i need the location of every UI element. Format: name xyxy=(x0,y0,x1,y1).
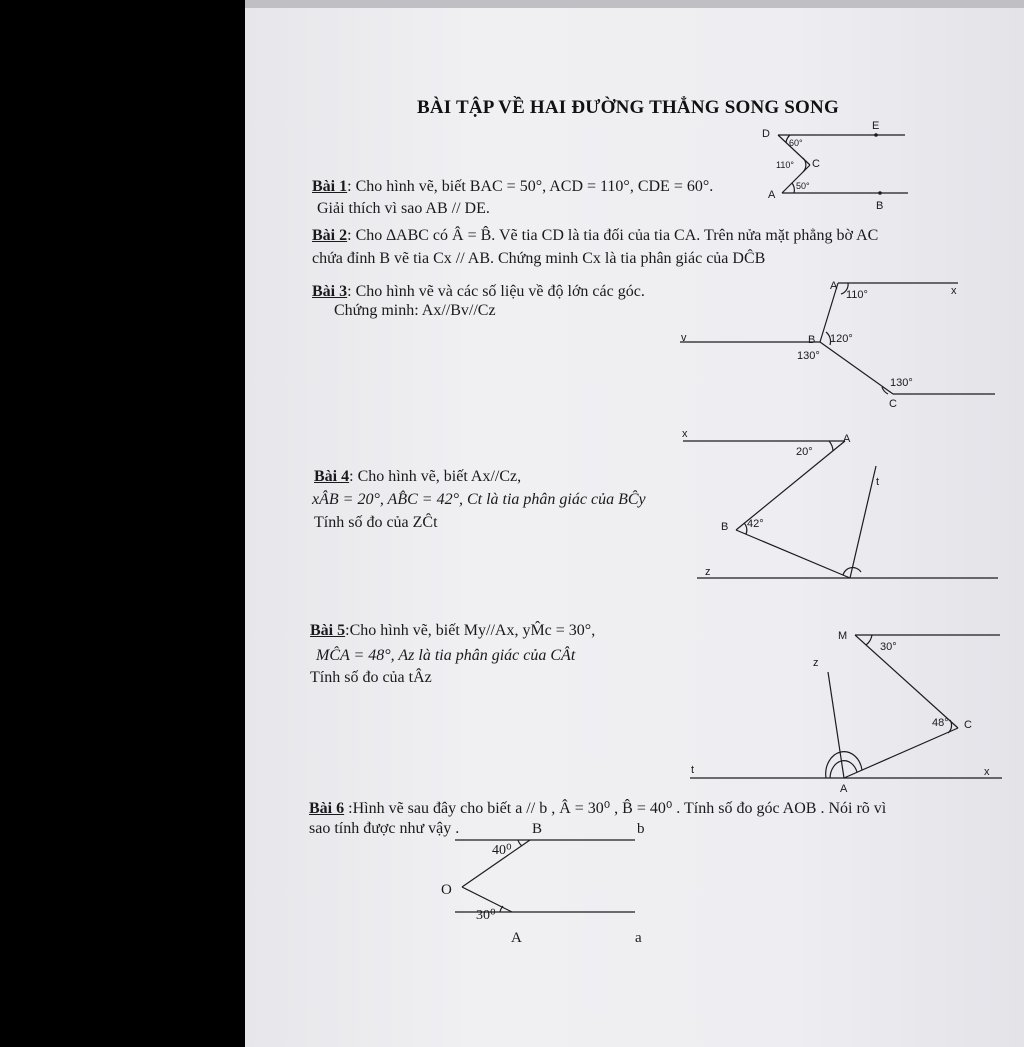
problem-3-line-1: Bài 3: Cho hình vẽ và các số liệu về độ lớn các góc. xyxy=(312,283,645,300)
problem-1-line-1: Bài 1: Cho hình vẽ, biết BAC = 50°, ACD = 110°, CDE = 60°. xyxy=(312,178,714,195)
fig5-label-t: t xyxy=(691,764,695,776)
fig4-segment-ab xyxy=(736,441,845,530)
fig5-label-m: M xyxy=(838,630,848,642)
problem-4-line-3: Tính số đo của ZĈt xyxy=(314,514,438,531)
fig4-angle-a-arc xyxy=(829,441,833,451)
fig4-label-b: B xyxy=(721,521,729,533)
problem-6-line-1: Bài 6 :Hình vẽ sau đây cho biết a // b , Â = 30⁰ , B̂ = 40⁰ . Tính số đo góc AOB . Nói rõ vì xyxy=(309,800,887,817)
fig5-label-x: x xyxy=(984,766,990,778)
fig6-label-a-point: A xyxy=(511,930,522,946)
fig1-label-a: A xyxy=(768,189,776,201)
page-title: BÀI TẬP VỀ HAI ĐƯỜNG THẲNG SONG SONG xyxy=(417,97,839,118)
fig5-ray-az xyxy=(828,672,844,778)
fig1-angle-60: 60° xyxy=(789,138,803,148)
fig4-angle-20: 20° xyxy=(796,446,813,458)
fig5-angle-m-arc xyxy=(866,635,872,645)
fig4-label-x: x xyxy=(682,428,688,440)
fig3-label-b: B xyxy=(808,334,816,346)
fig1-angle-a-arc xyxy=(792,183,794,193)
problem-4-line-2: xÂB = 20°, AB̂C = 42°, Ct là tia phân giác của BĈy xyxy=(312,491,646,508)
fig5-angle-30: 30° xyxy=(880,641,897,653)
fig3-angle-130-c: 130° xyxy=(890,377,913,389)
fig1-point-e-dot xyxy=(874,133,878,137)
fig1-label-e: E xyxy=(872,120,880,132)
problem-5-line-1: Bài 5:Cho hình vẽ, biết My//Ax, yM̂c = 30°, xyxy=(310,622,596,639)
fig3-label-c: C xyxy=(889,398,897,410)
problem-3-line-2: Chứng minh: Ax//Bv//Cz xyxy=(334,302,496,319)
fig6-angle-a-arc xyxy=(500,906,503,912)
figure-6 xyxy=(455,840,635,912)
fig4-label-t: t xyxy=(876,476,880,488)
problem-6-line-2: sao tính được như vậy . xyxy=(309,820,460,837)
fig3-segment-bc xyxy=(820,342,893,394)
problem-5-line-3: Tính số đo của tÂz xyxy=(310,669,432,686)
fig6-angle-b-arc xyxy=(518,840,522,846)
fig1-angle-110: 110° xyxy=(776,160,794,170)
problem-2-line-1: Bài 2: Cho ∆ABC có Â = B̂. Vẽ tia CD là tia đối của tia CA. Trên nửa mặt phẳng bờ AC xyxy=(312,227,879,244)
fig4-label-a: A xyxy=(843,433,851,445)
fig3-angle-130-b: 130° xyxy=(797,350,820,362)
fig6-label-b-point: B xyxy=(532,821,543,837)
fig3-label-v: v xyxy=(681,332,687,344)
fig5-label-a: A xyxy=(840,783,848,795)
fig3-angle-120: 120° xyxy=(830,333,853,345)
fig1-label-b: B xyxy=(876,200,884,212)
fig4-segment-bc xyxy=(736,530,850,578)
fig5-segment-ca xyxy=(844,728,958,778)
problem-2-line-2: chứa đỉnh B vẽ tia Cx // AB. Chứng minh Cx là tia phân giác của DĈB xyxy=(312,250,766,267)
fig6-angle-30: 30⁰ xyxy=(476,908,496,923)
fig5-angle-48: 48° xyxy=(932,717,949,729)
fig6-label-b-line: b xyxy=(637,821,645,837)
figure-5 xyxy=(690,635,1002,778)
fig6-angle-40: 40⁰ xyxy=(492,843,512,858)
fig3-label-x: x xyxy=(951,285,957,297)
fig1-label-d: D xyxy=(762,128,770,140)
fig4-angle-42: 42° xyxy=(747,518,764,530)
figure-4 xyxy=(683,441,998,578)
fig4-ray-ct xyxy=(850,466,876,578)
problem-5-line-2: MĈA = 48°, Az là tia phân giác của CÂt xyxy=(316,647,576,664)
fig4-label-z: z xyxy=(705,566,711,578)
fig5-label-c: C xyxy=(964,719,972,731)
fig1-point-b-dot xyxy=(878,191,882,195)
fig6-label-o: O xyxy=(441,882,452,898)
fig1-angle-50: 50° xyxy=(796,181,810,191)
fig3-label-a: A xyxy=(830,280,838,292)
fig5-label-z: z xyxy=(813,657,819,669)
fig3-angle-110: 110° xyxy=(846,289,868,301)
fig6-label-a-line: a xyxy=(635,930,642,946)
fig1-label-c: C xyxy=(812,158,820,170)
fig5-segment-mc xyxy=(855,635,958,728)
problem-4-line-1: Bài 4: Cho hình vẽ, biết Ax//Cz, xyxy=(314,468,522,485)
problem-1-line-2: Giải thích vì sao AB // DE. xyxy=(317,200,490,217)
